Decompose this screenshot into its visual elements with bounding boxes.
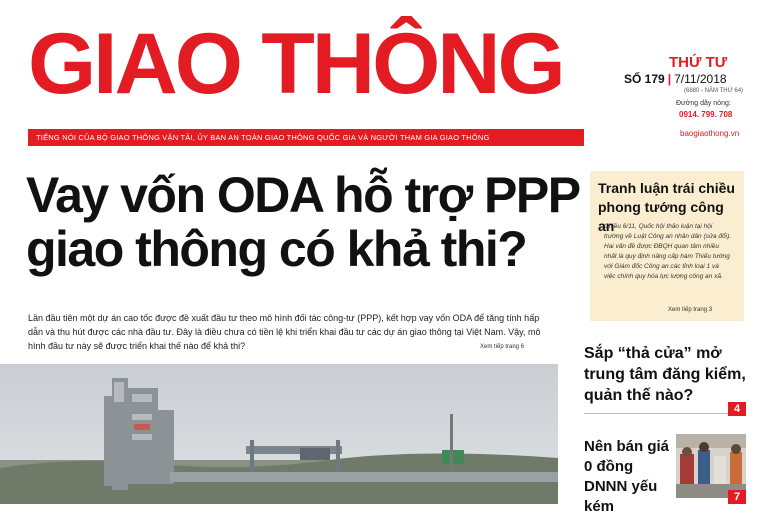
side-story-1-title: Sắp “thả cửa” mở trung tâm đăng kiểm, quản thế nào?	[584, 345, 746, 404]
side-story-2-title: Nên bán giá 0 đồng DNNN yếu kém	[584, 438, 670, 515]
issue-info	[600, 44, 770, 148]
sidebar-feature-box[interactable]	[590, 171, 744, 321]
lead-paragraph: Lần đầu tiên một dự án cao tốc được đề xuất đầu tư theo mô hình đối tác công-tư (PPP), kết hợp vay vốn ODA để tăng tính hấp dẫn và thu hút được các nhà đầu tư. Đây là điều chưa có tiền lệ khi triển khai đầu tư các dự án giao thông tại Việt Nam. Vậy, mô hình đầu tư này sẽ được triển khai thế nào để khả thi?	[28, 313, 541, 351]
side-story-2-photo	[676, 434, 746, 498]
newspaper-logo: GIAO THÔNG	[28, 16, 563, 112]
lead-headline[interactable]	[26, 168, 586, 276]
headline-line-2: giao thông có khả thi?	[26, 221, 527, 277]
lead-more-link[interactable]: Xem tiếp trang 6	[480, 344, 525, 350]
tagline-bar: TIẾNG NÓI CỦA BỘ GIAO THÔNG VẬN TẢI, ỦY BAN AN TOÀN GIAO THÔNG QUỐC GIA VÀ NGƯỜI THAM GIA GIAO THÔNG	[28, 129, 584, 146]
side-story-1-page: 4	[728, 402, 746, 416]
side-story-2-page: 7	[728, 490, 746, 504]
issue-year-line: (6880 - NĂM THỨ 64)	[684, 88, 744, 94]
sidebar-feature-title: Tranh luận trái chiều phong tướng công an	[598, 180, 735, 234]
hotline-number: 0914. 799. 708	[679, 110, 733, 119]
lead-photo	[0, 364, 558, 504]
issue-separator: |	[667, 72, 672, 86]
sidebar-more-link[interactable]: Xem tiếp trang 3	[668, 307, 713, 313]
issue-weekday: THỨ TƯ	[669, 54, 728, 71]
side-story-1[interactable]	[584, 343, 756, 406]
side-story-2[interactable]	[584, 437, 676, 517]
sidebar-feature-body: Chiều 6/11, Quốc hội thảo luận tại hội trường về Luật Công an nhân dân (sửa đổi). Hai vấn đề được ĐBQH quan tâm nhiều nhất là quy định nâng cấp hàm Thiếu tướng với Giám đốc Công an các tỉnh loại 1 và việc chính quy hóa lực lượng công an xã.	[604, 223, 732, 280]
story-divider	[584, 413, 730, 414]
website-link[interactable]: baogiaothong.vn	[680, 129, 740, 138]
issue-number: SỐ 179	[624, 72, 665, 86]
hotline-label: Đường dây nóng:	[676, 100, 731, 107]
masthead	[28, 14, 584, 130]
issue-date: 7/11/2018	[674, 72, 727, 86]
headline-line-1: Vay vốn ODA hỗ trợ PPP	[26, 167, 580, 223]
issue-number-row	[624, 72, 727, 86]
